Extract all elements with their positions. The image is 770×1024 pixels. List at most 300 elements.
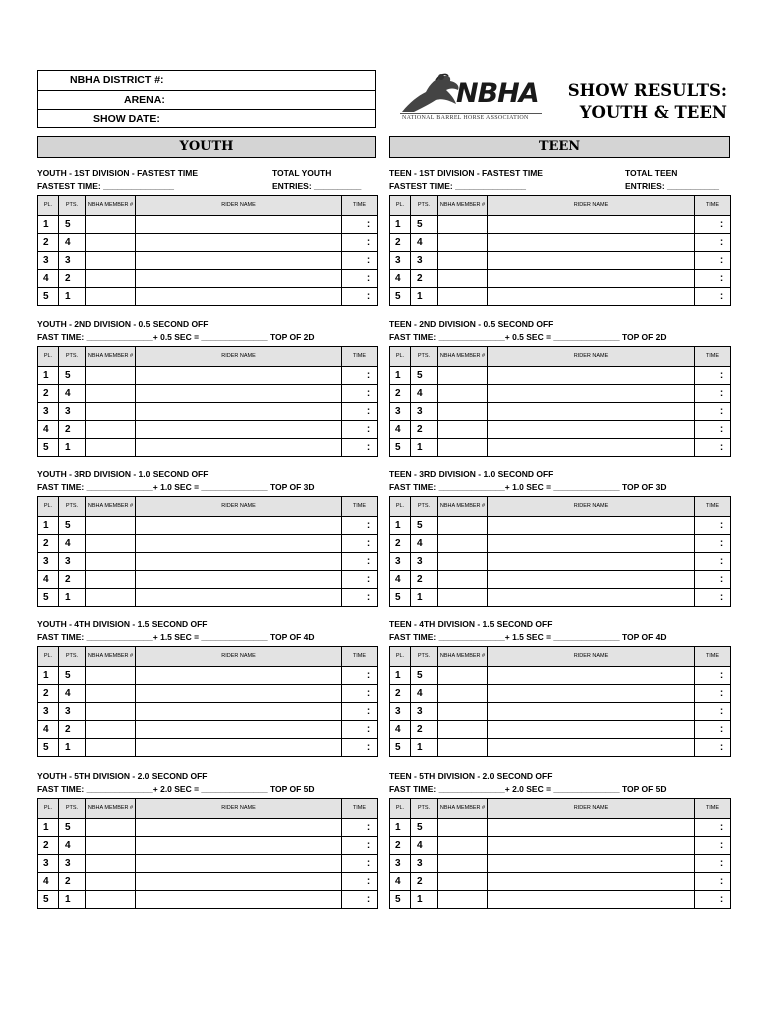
rider-name-cell[interactable] bbox=[136, 703, 342, 721]
time-cell[interactable]: : bbox=[342, 571, 378, 589]
place-cell: 1 bbox=[390, 517, 411, 535]
table-header-row bbox=[38, 647, 378, 667]
place-header: PL. bbox=[38, 196, 59, 216]
member-number-cell[interactable] bbox=[86, 553, 136, 571]
youth-division-3-fast-time[interactable]: FAST TIME: ______________+ 1.0 SEC = ______________ TOP OF 3D bbox=[37, 482, 315, 492]
youth-division-1-fast-time[interactable]: FASTEST TIME: _______________ bbox=[37, 181, 175, 191]
time-cell[interactable]: : bbox=[342, 685, 378, 703]
time-cell[interactable]: : bbox=[695, 535, 731, 553]
youth-entries-field[interactable]: ENTRIES: __________ bbox=[272, 181, 362, 191]
member-number-cell[interactable] bbox=[438, 421, 488, 439]
member-number-cell[interactable] bbox=[86, 517, 136, 535]
table-row bbox=[38, 685, 378, 703]
member-number-cell[interactable] bbox=[438, 703, 488, 721]
time-header: TIME bbox=[695, 799, 731, 819]
rider-name-cell[interactable] bbox=[136, 421, 342, 439]
rider-name-cell[interactable] bbox=[488, 891, 695, 909]
member-number-cell[interactable] bbox=[438, 517, 488, 535]
points-header: PTS. bbox=[59, 196, 86, 216]
time-header: TIME bbox=[342, 799, 378, 819]
rider-name-header: RIDER NAME bbox=[488, 347, 695, 367]
rider-name-cell[interactable] bbox=[488, 589, 695, 607]
place-cell: 2 bbox=[38, 837, 59, 855]
teen-division-3-fast-time[interactable]: FAST TIME: ______________+ 1.0 SEC = ______________ TOP OF 3D bbox=[389, 482, 667, 492]
teen-total-entries-label: TOTAL TEEN bbox=[625, 168, 678, 178]
rider-name-cell[interactable] bbox=[488, 739, 695, 757]
points-cell: 3 bbox=[59, 252, 86, 270]
district-field[interactable] bbox=[38, 71, 375, 90]
rider-name-cell[interactable] bbox=[136, 403, 342, 421]
points-cell: 3 bbox=[59, 403, 86, 421]
rider-name-header: RIDER NAME bbox=[488, 196, 695, 216]
member-number-cell[interactable] bbox=[86, 703, 136, 721]
points-cell: 2 bbox=[59, 721, 86, 739]
table-row bbox=[390, 721, 731, 739]
logo-subtitle: NATIONAL BARREL HORSE ASSOCIATION bbox=[402, 115, 529, 121]
time-cell[interactable]: : bbox=[695, 252, 731, 270]
place-cell: 2 bbox=[38, 385, 59, 403]
rider-name-cell[interactable] bbox=[136, 855, 342, 873]
youth-total-entries-label: TOTAL YOUTH bbox=[272, 168, 332, 178]
points-cell: 4 bbox=[411, 234, 438, 252]
table-row bbox=[390, 385, 731, 403]
member-number-cell[interactable] bbox=[438, 439, 488, 457]
table-row bbox=[38, 288, 378, 306]
time-cell[interactable]: : bbox=[695, 589, 731, 607]
member-number-header: NBHA MEMBER # bbox=[438, 647, 488, 667]
time-cell[interactable]: : bbox=[695, 421, 731, 439]
member-number-cell[interactable] bbox=[86, 216, 136, 234]
points-cell: 5 bbox=[59, 667, 86, 685]
member-number-cell[interactable] bbox=[86, 589, 136, 607]
rider-name-cell[interactable] bbox=[136, 721, 342, 739]
member-number-cell[interactable] bbox=[86, 367, 136, 385]
table-row bbox=[390, 667, 731, 685]
time-header: TIME bbox=[342, 497, 378, 517]
table-row bbox=[390, 589, 731, 607]
member-number-cell[interactable] bbox=[86, 270, 136, 288]
place-cell: 1 bbox=[390, 819, 411, 837]
time-cell[interactable]: : bbox=[695, 517, 731, 535]
member-number-cell[interactable] bbox=[438, 685, 488, 703]
member-number-cell[interactable] bbox=[438, 819, 488, 837]
time-cell[interactable]: : bbox=[342, 252, 378, 270]
table-row bbox=[38, 234, 378, 252]
place-cell: 1 bbox=[38, 667, 59, 685]
member-number-cell[interactable] bbox=[86, 385, 136, 403]
rider-name-cell[interactable] bbox=[136, 667, 342, 685]
rider-name-cell[interactable] bbox=[488, 421, 695, 439]
points-cell: 4 bbox=[59, 535, 86, 553]
arena-label: ARENA: bbox=[124, 94, 165, 106]
points-cell: 5 bbox=[411, 216, 438, 234]
show-date-field[interactable] bbox=[38, 109, 375, 129]
rider-name-cell[interactable] bbox=[488, 252, 695, 270]
member-number-cell[interactable] bbox=[438, 891, 488, 909]
rider-name-cell[interactable] bbox=[136, 685, 342, 703]
rider-name-cell[interactable] bbox=[488, 403, 695, 421]
place-cell: 2 bbox=[390, 685, 411, 703]
time-cell[interactable]: : bbox=[342, 891, 378, 909]
teen-division-1-fast-time[interactable]: FASTEST TIME: _______________ bbox=[389, 181, 527, 191]
time-cell[interactable]: : bbox=[695, 571, 731, 589]
member-number-header: NBHA MEMBER # bbox=[86, 647, 136, 667]
member-number-cell[interactable] bbox=[86, 571, 136, 589]
time-cell[interactable]: : bbox=[695, 367, 731, 385]
table-row bbox=[390, 517, 731, 535]
place-cell: 4 bbox=[390, 721, 411, 739]
member-number-header: NBHA MEMBER # bbox=[86, 196, 136, 216]
rider-name-cell[interactable] bbox=[488, 855, 695, 873]
member-number-cell[interactable] bbox=[438, 216, 488, 234]
points-cell: 5 bbox=[59, 367, 86, 385]
member-number-cell[interactable] bbox=[438, 571, 488, 589]
teen-division-3-title: TEEN - 3RD DIVISION - 1.0 SECOND OFF bbox=[389, 469, 554, 479]
time-header: TIME bbox=[695, 497, 731, 517]
time-cell[interactable]: : bbox=[695, 216, 731, 234]
points-header: PTS. bbox=[59, 799, 86, 819]
youth-division-2-results-table bbox=[37, 346, 378, 457]
member-number-cell[interactable] bbox=[438, 288, 488, 306]
rider-name-cell[interactable] bbox=[136, 571, 342, 589]
rider-name-cell[interactable] bbox=[136, 837, 342, 855]
rider-name-cell[interactable] bbox=[488, 367, 695, 385]
points-cell: 2 bbox=[59, 421, 86, 439]
time-cell[interactable]: : bbox=[695, 288, 731, 306]
member-number-cell[interactable] bbox=[86, 288, 136, 306]
rider-name-header: RIDER NAME bbox=[136, 497, 342, 517]
table-row bbox=[38, 439, 378, 457]
member-number-cell[interactable] bbox=[86, 891, 136, 909]
place-cell: 4 bbox=[38, 270, 59, 288]
time-cell[interactable]: : bbox=[695, 703, 731, 721]
table-row bbox=[38, 252, 378, 270]
points-header: PTS. bbox=[59, 647, 86, 667]
table-row bbox=[38, 703, 378, 721]
time-cell[interactable]: : bbox=[342, 234, 378, 252]
points-header: PTS. bbox=[411, 196, 438, 216]
member-number-cell[interactable] bbox=[86, 721, 136, 739]
table-row bbox=[38, 385, 378, 403]
place-cell: 5 bbox=[390, 891, 411, 909]
points-cell: 3 bbox=[411, 553, 438, 571]
member-number-cell[interactable] bbox=[86, 234, 136, 252]
rider-name-cell[interactable] bbox=[136, 288, 342, 306]
rider-name-cell[interactable] bbox=[488, 270, 695, 288]
time-header: TIME bbox=[342, 347, 378, 367]
place-cell: 4 bbox=[390, 571, 411, 589]
time-cell[interactable]: : bbox=[695, 873, 731, 891]
place-cell: 4 bbox=[390, 873, 411, 891]
time-cell[interactable]: : bbox=[695, 891, 731, 909]
points-cell: 1 bbox=[411, 739, 438, 757]
points-cell: 4 bbox=[59, 234, 86, 252]
time-cell[interactable]: : bbox=[342, 421, 378, 439]
member-number-cell[interactable] bbox=[438, 667, 488, 685]
rider-name-cell[interactable] bbox=[488, 721, 695, 739]
place-cell: 2 bbox=[390, 837, 411, 855]
table-row bbox=[390, 685, 731, 703]
time-cell[interactable]: : bbox=[695, 403, 731, 421]
time-cell[interactable]: : bbox=[695, 837, 731, 855]
place-cell: 3 bbox=[390, 703, 411, 721]
place-cell: 2 bbox=[38, 685, 59, 703]
time-header: TIME bbox=[695, 647, 731, 667]
time-cell[interactable]: : bbox=[695, 270, 731, 288]
table-row bbox=[38, 819, 378, 837]
member-number-cell[interactable] bbox=[438, 553, 488, 571]
points-cell: 2 bbox=[59, 270, 86, 288]
teen-division-5-title: TEEN - 5TH DIVISION - 2.0 SECOND OFF bbox=[389, 771, 553, 781]
member-number-header: NBHA MEMBER # bbox=[86, 497, 136, 517]
table-row bbox=[38, 403, 378, 421]
rider-name-cell[interactable] bbox=[488, 234, 695, 252]
points-header: PTS. bbox=[59, 497, 86, 517]
member-number-cell[interactable] bbox=[86, 873, 136, 891]
time-cell[interactable]: : bbox=[695, 385, 731, 403]
member-number-cell[interactable] bbox=[438, 403, 488, 421]
points-cell: 3 bbox=[411, 855, 438, 873]
member-number-header: NBHA MEMBER # bbox=[86, 799, 136, 819]
table-header-row bbox=[38, 347, 378, 367]
member-number-cell[interactable] bbox=[86, 739, 136, 757]
rider-name-cell[interactable] bbox=[488, 837, 695, 855]
member-number-cell[interactable] bbox=[438, 252, 488, 270]
time-cell[interactable]: : bbox=[342, 553, 378, 571]
time-cell[interactable]: : bbox=[342, 739, 378, 757]
member-number-cell[interactable] bbox=[438, 535, 488, 553]
time-cell[interactable]: : bbox=[695, 819, 731, 837]
time-cell[interactable]: : bbox=[342, 855, 378, 873]
points-cell: 4 bbox=[411, 535, 438, 553]
table-row bbox=[38, 837, 378, 855]
rider-name-cell[interactable] bbox=[136, 819, 342, 837]
table-header-row bbox=[390, 196, 731, 216]
rider-name-cell[interactable] bbox=[488, 517, 695, 535]
rider-name-cell[interactable] bbox=[488, 819, 695, 837]
rider-name-cell[interactable] bbox=[136, 553, 342, 571]
time-cell[interactable]: : bbox=[342, 288, 378, 306]
place-cell: 5 bbox=[38, 589, 59, 607]
time-cell[interactable]: : bbox=[342, 439, 378, 457]
time-cell[interactable]: : bbox=[342, 667, 378, 685]
time-cell[interactable]: : bbox=[342, 703, 378, 721]
rider-name-cell[interactable] bbox=[488, 667, 695, 685]
place-cell: 3 bbox=[390, 553, 411, 571]
member-number-cell[interactable] bbox=[86, 252, 136, 270]
member-number-cell[interactable] bbox=[86, 837, 136, 855]
teen-division-5-fast-time[interactable]: FAST TIME: ______________+ 2.0 SEC = ______________ TOP OF 5D bbox=[389, 784, 667, 794]
teen-division-2-fast-time[interactable]: FAST TIME: ______________+ 0.5 SEC = ______________ TOP OF 2D bbox=[389, 332, 667, 342]
rider-name-cell[interactable] bbox=[136, 385, 342, 403]
table-row bbox=[38, 553, 378, 571]
time-cell[interactable]: : bbox=[695, 234, 731, 252]
rider-name-cell[interactable] bbox=[488, 439, 695, 457]
teen-division-4-fast-time[interactable]: FAST TIME: ______________+ 1.5 SEC = ______________ TOP OF 4D bbox=[389, 632, 667, 642]
place-cell: 4 bbox=[390, 270, 411, 288]
time-cell[interactable]: : bbox=[342, 216, 378, 234]
time-cell[interactable]: : bbox=[342, 367, 378, 385]
member-number-cell[interactable] bbox=[438, 367, 488, 385]
title-line-2: YOUTH & TEEN bbox=[579, 103, 727, 122]
table-row bbox=[38, 855, 378, 873]
points-cell: 3 bbox=[411, 403, 438, 421]
table-row bbox=[390, 270, 731, 288]
rider-name-cell[interactable] bbox=[488, 571, 695, 589]
time-cell[interactable]: : bbox=[342, 535, 378, 553]
time-cell[interactable]: : bbox=[695, 439, 731, 457]
rider-name-cell[interactable] bbox=[488, 535, 695, 553]
place-cell: 3 bbox=[38, 855, 59, 873]
place-cell: 2 bbox=[38, 234, 59, 252]
time-cell[interactable]: : bbox=[695, 553, 731, 571]
member-number-cell[interactable] bbox=[86, 535, 136, 553]
table-row bbox=[390, 837, 731, 855]
place-cell: 2 bbox=[38, 535, 59, 553]
member-number-cell[interactable] bbox=[438, 270, 488, 288]
time-cell[interactable]: : bbox=[695, 667, 731, 685]
place-cell: 2 bbox=[390, 234, 411, 252]
member-number-cell[interactable] bbox=[438, 721, 488, 739]
rider-name-header: RIDER NAME bbox=[136, 347, 342, 367]
place-cell: 3 bbox=[390, 855, 411, 873]
place-cell: 2 bbox=[390, 385, 411, 403]
member-number-cell[interactable] bbox=[86, 685, 136, 703]
member-number-cell[interactable] bbox=[438, 589, 488, 607]
points-cell: 5 bbox=[411, 367, 438, 385]
points-cell: 2 bbox=[59, 873, 86, 891]
rider-name-cell[interactable] bbox=[488, 553, 695, 571]
teen-entries-field[interactable]: ENTRIES: ___________ bbox=[625, 181, 720, 191]
points-cell: 5 bbox=[411, 819, 438, 837]
time-header: TIME bbox=[342, 647, 378, 667]
rider-name-cell[interactable] bbox=[488, 703, 695, 721]
rider-name-cell[interactable] bbox=[488, 288, 695, 306]
rider-name-cell[interactable] bbox=[136, 234, 342, 252]
rider-name-cell[interactable] bbox=[136, 252, 342, 270]
youth-division-5-fast-time[interactable]: FAST TIME: ______________+ 2.0 SEC = ______________ TOP OF 5D bbox=[37, 784, 315, 794]
table-row bbox=[390, 367, 731, 385]
place-header: PL. bbox=[390, 347, 411, 367]
points-cell: 4 bbox=[411, 837, 438, 855]
title-line-1: SHOW RESULTS: bbox=[567, 81, 727, 100]
member-number-cell[interactable] bbox=[86, 819, 136, 837]
place-cell: 1 bbox=[390, 367, 411, 385]
member-number-cell[interactable] bbox=[438, 385, 488, 403]
points-cell: 1 bbox=[59, 589, 86, 607]
rider-name-cell[interactable] bbox=[488, 873, 695, 891]
member-number-cell[interactable] bbox=[86, 421, 136, 439]
place-cell: 3 bbox=[38, 553, 59, 571]
rider-name-cell[interactable] bbox=[136, 517, 342, 535]
time-header: TIME bbox=[342, 196, 378, 216]
youth-division-3-results-table bbox=[37, 496, 378, 607]
place-header: PL. bbox=[390, 647, 411, 667]
time-cell[interactable]: : bbox=[695, 721, 731, 739]
youth-division-4-fast-time[interactable]: FAST TIME: ______________+ 1.5 SEC = ______________ TOP OF 4D bbox=[37, 632, 315, 642]
table-header-row bbox=[390, 497, 731, 517]
points-cell: 2 bbox=[59, 571, 86, 589]
table-row bbox=[390, 216, 731, 234]
place-cell: 3 bbox=[38, 252, 59, 270]
member-number-header: NBHA MEMBER # bbox=[438, 497, 488, 517]
time-cell[interactable]: : bbox=[695, 685, 731, 703]
points-cell: 1 bbox=[59, 891, 86, 909]
rider-name-cell[interactable] bbox=[488, 685, 695, 703]
points-cell: 4 bbox=[59, 385, 86, 403]
points-cell: 1 bbox=[59, 739, 86, 757]
rider-name-cell[interactable] bbox=[488, 216, 695, 234]
youth-division-3-title: YOUTH - 3RD DIVISION - 1.0 SECOND OFF bbox=[37, 469, 209, 479]
table-row bbox=[390, 855, 731, 873]
table-row bbox=[38, 589, 378, 607]
place-cell: 5 bbox=[38, 288, 59, 306]
rider-name-cell[interactable] bbox=[136, 216, 342, 234]
time-cell[interactable]: : bbox=[342, 873, 378, 891]
member-number-cell[interactable] bbox=[438, 739, 488, 757]
time-cell[interactable]: : bbox=[342, 721, 378, 739]
rider-name-cell[interactable] bbox=[136, 589, 342, 607]
member-number-cell[interactable] bbox=[438, 234, 488, 252]
points-cell: 2 bbox=[411, 571, 438, 589]
rider-name-cell[interactable] bbox=[136, 873, 342, 891]
member-number-cell[interactable] bbox=[438, 855, 488, 873]
time-cell[interactable]: : bbox=[342, 403, 378, 421]
time-cell[interactable]: : bbox=[695, 855, 731, 873]
points-header: PTS. bbox=[59, 347, 86, 367]
table-row bbox=[390, 252, 731, 270]
member-number-cell[interactable] bbox=[438, 873, 488, 891]
time-cell[interactable]: : bbox=[342, 589, 378, 607]
points-cell: 1 bbox=[411, 891, 438, 909]
time-cell[interactable]: : bbox=[342, 270, 378, 288]
district-label: NBHA DISTRICT #: bbox=[70, 74, 164, 86]
time-cell[interactable]: : bbox=[342, 517, 378, 535]
table-header-row bbox=[38, 799, 378, 819]
youth-division-5-results-table bbox=[37, 798, 378, 909]
member-number-cell[interactable] bbox=[438, 837, 488, 855]
member-number-cell[interactable] bbox=[86, 667, 136, 685]
points-cell: 5 bbox=[411, 667, 438, 685]
teen-section-header: TEEN bbox=[389, 136, 730, 158]
rider-name-cell[interactable] bbox=[136, 891, 342, 909]
table-row bbox=[390, 439, 731, 457]
rider-name-cell[interactable] bbox=[136, 367, 342, 385]
rider-name-cell[interactable] bbox=[136, 739, 342, 757]
time-cell[interactable]: : bbox=[342, 837, 378, 855]
nbha-logo bbox=[396, 70, 546, 128]
rider-name-cell[interactable] bbox=[136, 270, 342, 288]
points-header: PTS. bbox=[411, 347, 438, 367]
teen-division-1-results-table bbox=[389, 195, 731, 306]
points-header: PTS. bbox=[411, 497, 438, 517]
rider-name-cell[interactable] bbox=[136, 535, 342, 553]
time-cell[interactable]: : bbox=[342, 819, 378, 837]
rider-name-cell[interactable] bbox=[488, 385, 695, 403]
time-cell[interactable]: : bbox=[695, 739, 731, 757]
member-number-cell[interactable] bbox=[86, 403, 136, 421]
points-cell: 5 bbox=[59, 216, 86, 234]
rider-name-cell[interactable] bbox=[136, 439, 342, 457]
youth-division-2-fast-time[interactable]: FAST TIME: ______________+ 0.5 SEC = ______________ TOP OF 2D bbox=[37, 332, 315, 342]
logo-text: NBHA bbox=[456, 78, 539, 109]
arena-field[interactable] bbox=[38, 90, 375, 110]
points-cell: 4 bbox=[411, 385, 438, 403]
member-number-cell[interactable] bbox=[86, 855, 136, 873]
member-number-cell[interactable] bbox=[86, 439, 136, 457]
time-cell[interactable]: : bbox=[342, 385, 378, 403]
points-cell: 4 bbox=[59, 685, 86, 703]
